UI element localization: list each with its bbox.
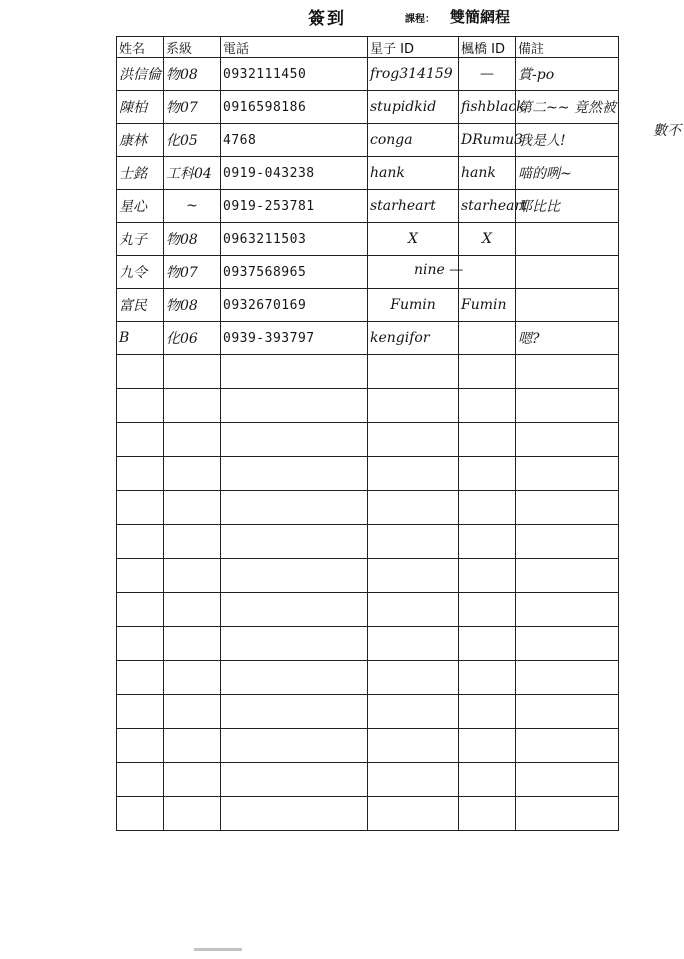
empty-table-row: [117, 593, 619, 627]
cell-fengqiao-id: [459, 389, 516, 423]
table-row: [117, 322, 619, 355]
table-row: [117, 91, 619, 124]
cell-department: 物07: [164, 91, 221, 124]
empty-table-row: [117, 423, 619, 457]
cell-remarks: [516, 491, 619, 525]
empty-table-row: [117, 729, 619, 763]
cell-xingzi-id: [368, 457, 459, 491]
cell-name: [117, 389, 164, 423]
cell-fengqiao-id: [459, 256, 516, 289]
cell-remarks: [516, 763, 619, 797]
cell-xingzi-id: [368, 256, 464, 289]
cell-phone: 0932670169: [221, 289, 368, 322]
cell-fengqiao-id: [459, 763, 516, 797]
cell-phone: [221, 559, 368, 593]
cell-xingzi-id: Fumin: [368, 289, 459, 322]
cell-name: [117, 593, 164, 627]
empty-table-row: [117, 559, 619, 593]
cell-department: 化06: [164, 322, 221, 355]
cell-fengqiao-id: [459, 423, 516, 457]
cell-remarks: [516, 695, 619, 729]
cell-fengqiao-id: [459, 729, 516, 763]
empty-table-row: [117, 525, 619, 559]
cell-remarks: [516, 661, 619, 695]
cell-remarks: [516, 593, 619, 627]
cell-fengqiao-id: DRumu3: [459, 124, 516, 157]
remarks-text: 第二~~ 竟然被: [518, 100, 616, 116]
cell-fengqiao-id: [459, 457, 516, 491]
column-header-fengqiao-id: 楓橋 ID: [459, 37, 516, 58]
cell-phone: 0939-393797: [221, 322, 368, 355]
cell-name: [117, 491, 164, 525]
cell-department: 物08: [164, 223, 221, 256]
cell-fengqiao-id: [459, 627, 516, 661]
cell-phone: [221, 729, 368, 763]
cell-phone: [221, 763, 368, 797]
cell-name: 陳柏: [117, 91, 164, 124]
cell-name: [117, 797, 164, 831]
cell-fengqiao-id: [459, 355, 516, 389]
cell-phone: 0937568965: [221, 256, 368, 289]
cell-fengqiao-id: X: [459, 223, 516, 256]
cell-phone: [221, 525, 368, 559]
column-header-phone: 電話: [221, 37, 368, 58]
cell-phone: 0916598186: [221, 91, 368, 124]
empty-table-row: [117, 627, 619, 661]
column-header-remarks: 備註: [516, 37, 619, 58]
cell-department: [164, 593, 221, 627]
table-row: [117, 289, 619, 322]
xingzi-id-text: nine —: [414, 262, 464, 278]
cell-xingzi-id: [368, 797, 459, 831]
table-row: [117, 256, 619, 289]
cell-phone: 4768: [221, 124, 368, 157]
cell-fengqiao-id: —: [459, 58, 516, 91]
cell-xingzi-id: [368, 763, 459, 797]
cell-name: [117, 355, 164, 389]
cell-name: 洪信倫: [117, 58, 164, 91]
cell-xingzi-id: [368, 355, 459, 389]
cell-name: 丸子: [117, 223, 164, 256]
cell-department: ~: [164, 190, 221, 223]
cell-department: [164, 763, 221, 797]
cell-department: [164, 355, 221, 389]
cell-name: [117, 559, 164, 593]
cell-remarks: [516, 797, 619, 831]
cell-name: [117, 627, 164, 661]
column-header-xingzi-id: 星子 ID: [368, 37, 459, 58]
table-row: [117, 124, 619, 157]
cell-xingzi-id: starheart: [368, 190, 459, 223]
cell-remarks: 賞-po: [516, 58, 619, 91]
cell-fengqiao-id: [459, 491, 516, 525]
cell-remarks: [516, 559, 619, 593]
cell-fengqiao-id: fishblack: [459, 91, 516, 124]
cell-remarks: [516, 457, 619, 491]
cell-department: [164, 797, 221, 831]
cell-phone: 0919-253781: [221, 190, 368, 223]
cell-department: [164, 423, 221, 457]
course-label: 課程：: [405, 14, 435, 25]
cell-phone: [221, 593, 368, 627]
cell-phone: 0919-043238: [221, 157, 368, 190]
cell-remarks: [516, 223, 619, 256]
cell-xingzi-id: hank: [368, 157, 459, 190]
page-title: 簽到: [308, 9, 346, 29]
empty-table-row: [117, 491, 619, 525]
cell-phone: [221, 423, 368, 457]
cell-department: 化05: [164, 124, 221, 157]
cell-name: [117, 763, 164, 797]
empty-table-row: [117, 763, 619, 797]
column-header-department: 系級: [164, 37, 221, 58]
cell-xingzi-id: [368, 627, 459, 661]
cell-department: 物08: [164, 289, 221, 322]
table-row: [117, 58, 619, 91]
cell-name: 九令: [117, 256, 164, 289]
cell-remarks: [516, 289, 619, 322]
empty-table-row: [117, 355, 619, 389]
table-row: [117, 190, 619, 223]
cell-xingzi-id: kengifor: [368, 322, 459, 355]
cell-phone: [221, 627, 368, 661]
cell-remarks: [516, 525, 619, 559]
cell-name: [117, 695, 164, 729]
cell-name: [117, 525, 164, 559]
cell-remarks: [516, 389, 619, 423]
cell-xingzi-id: [368, 491, 459, 525]
cell-department: [164, 491, 221, 525]
cell-xingzi-id: [368, 729, 459, 763]
table-row: [117, 223, 619, 256]
cell-remarks: 喵的咧~: [516, 157, 619, 190]
cell-department: 工科04: [164, 157, 221, 190]
cell-fengqiao-id: [459, 322, 516, 355]
cell-xingzi-id: [368, 389, 459, 423]
cell-phone: [221, 491, 368, 525]
cell-name: [117, 661, 164, 695]
cell-remarks: 耶比比: [516, 190, 619, 223]
empty-table-row: [117, 457, 619, 491]
cell-phone: [221, 695, 368, 729]
cell-fengqiao-id: [459, 695, 516, 729]
cell-xingzi-id: [368, 423, 459, 457]
empty-table-row: [117, 797, 619, 831]
empty-table-row: [117, 695, 619, 729]
cell-department: [164, 627, 221, 661]
cell-phone: 0932111450: [221, 58, 368, 91]
cell-phone: 0963211503: [221, 223, 368, 256]
cell-remarks: [516, 256, 619, 289]
cell-fengqiao-id: [459, 593, 516, 627]
cell-department: [164, 389, 221, 423]
remarks-overflow-text: 數不: [653, 123, 681, 139]
cell-fengqiao-id: [459, 559, 516, 593]
cell-phone: [221, 457, 368, 491]
cell-name: [117, 457, 164, 491]
cell-remarks: [516, 627, 619, 661]
cell-remarks: [516, 91, 619, 124]
sign-in-table: [116, 36, 619, 831]
cell-phone: [221, 389, 368, 423]
cell-fengqiao-id: hank: [459, 157, 516, 190]
cell-fengqiao-id: Fumin: [459, 289, 516, 322]
cell-xingzi-id: stupidkid: [368, 91, 459, 124]
cell-phone: [221, 355, 368, 389]
cell-remarks: 我是人!: [516, 124, 619, 157]
cell-name: 富民: [117, 289, 164, 322]
cell-name: 星心: [117, 190, 164, 223]
cell-name: [117, 423, 164, 457]
cell-department: [164, 695, 221, 729]
cell-phone: [221, 797, 368, 831]
cell-fengqiao-id: starheart: [459, 190, 516, 223]
cell-department: [164, 661, 221, 695]
cell-remarks: 嗯?: [516, 322, 619, 355]
cell-name: B: [117, 322, 164, 355]
course-name: 雙簡網程: [450, 8, 511, 26]
cell-fengqiao-id: [459, 797, 516, 831]
cell-remarks: [516, 423, 619, 457]
cell-remarks: [516, 355, 619, 389]
cell-xingzi-id: X: [368, 223, 459, 256]
cell-department: [164, 525, 221, 559]
cell-phone: [221, 661, 368, 695]
cell-xingzi-id: [368, 593, 459, 627]
cell-fengqiao-id: [459, 661, 516, 695]
cell-xingzi-id: [368, 559, 459, 593]
empty-table-row: [117, 389, 619, 423]
cell-remarks: [516, 729, 619, 763]
column-header-name: 姓名: [117, 37, 164, 58]
table-row: [117, 157, 619, 190]
cell-xingzi-id: [368, 525, 459, 559]
cell-department: [164, 457, 221, 491]
cell-xingzi-id: frog314159: [368, 58, 459, 91]
header-row: [117, 37, 619, 58]
cell-name: 士銘: [117, 157, 164, 190]
cell-name: 康林: [117, 124, 164, 157]
cell-name: [117, 729, 164, 763]
cell-xingzi-id: conga: [368, 124, 459, 157]
cell-department: [164, 729, 221, 763]
cell-xingzi-id: [368, 661, 459, 695]
cell-department: [164, 559, 221, 593]
cell-department: 物08: [164, 58, 221, 91]
empty-table-row: [117, 661, 619, 695]
cell-xingzi-id: [368, 695, 459, 729]
cell-fengqiao-id: [459, 525, 516, 559]
cell-department: 物07: [164, 256, 221, 289]
scan-artifact: [194, 948, 242, 951]
